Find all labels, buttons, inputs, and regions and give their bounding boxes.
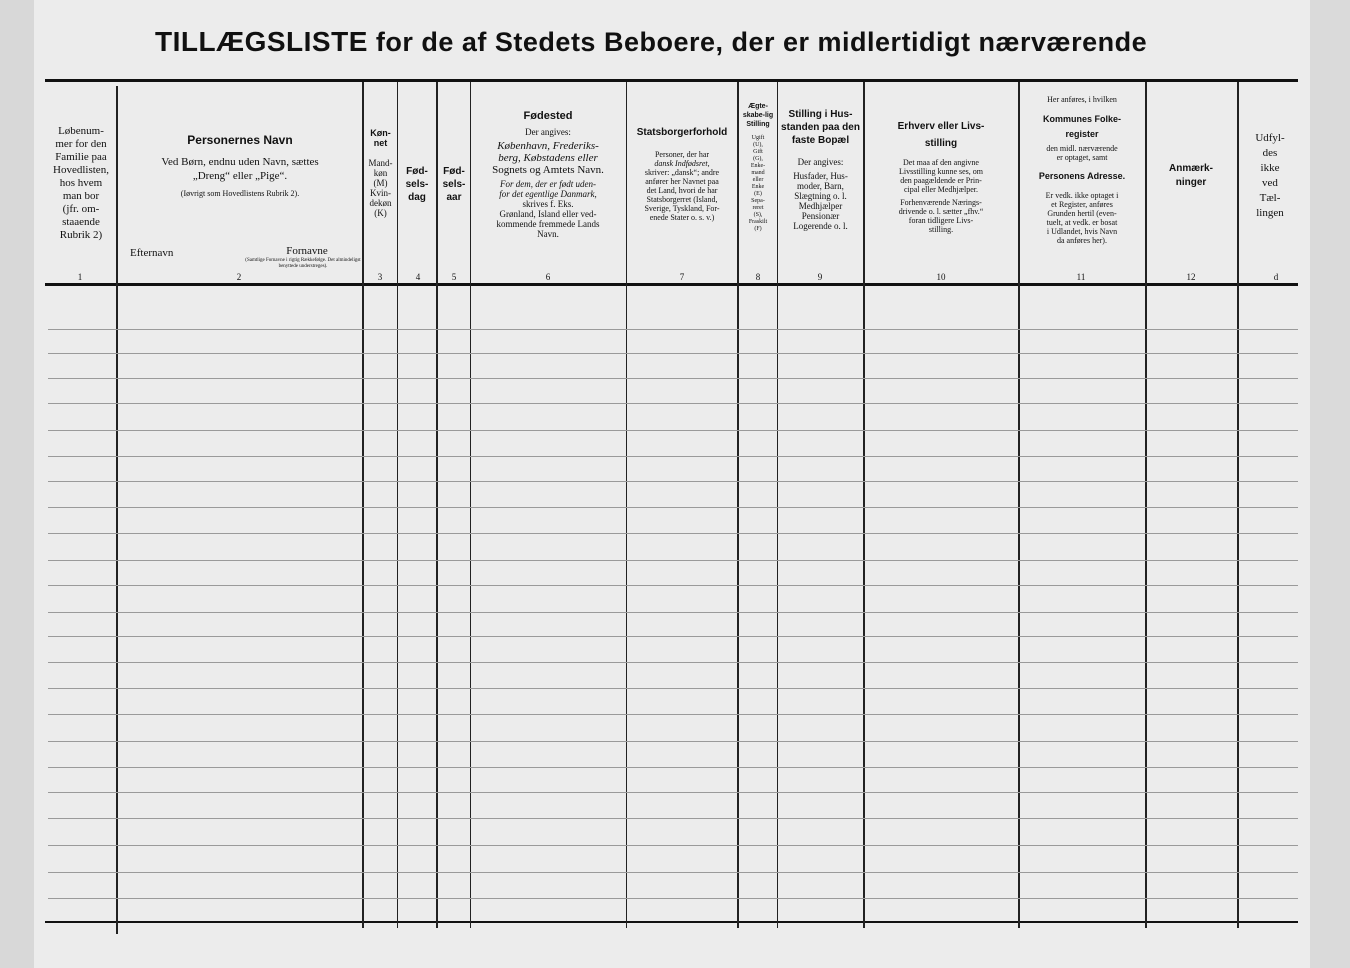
- col8-body: reret: [752, 205, 764, 211]
- row-rule: [48, 872, 1298, 873]
- header-bottom-line: [45, 283, 1298, 286]
- table-bottom-line: [45, 921, 1298, 923]
- col8-body: Ugift: [751, 135, 765, 141]
- col7-body: skriver: „dansk“; andre: [644, 168, 720, 177]
- col1-line: Rubrik 2): [59, 229, 103, 241]
- row-rule: [48, 430, 1298, 431]
- row-rule: [48, 353, 1298, 354]
- col10-body: Livsstilling kunne ses, om: [899, 167, 983, 176]
- col-number-d: d: [1273, 272, 1279, 282]
- col6-body: For dem, der er født uden-: [500, 179, 596, 189]
- col2-header: [122, 135, 358, 199]
- row-rule: [48, 585, 1298, 586]
- col-number-2: 2: [236, 272, 242, 282]
- col-divider-10: [1018, 82, 1020, 928]
- row-rule: [48, 481, 1298, 482]
- col11-top: Her anføres, i hvilken: [1047, 95, 1117, 104]
- cold-line: Udfyl-: [1255, 132, 1285, 144]
- col1-header: [47, 125, 115, 242]
- col9-body: Slægtning o. l.: [794, 191, 847, 201]
- cold-line: ikke: [1260, 162, 1280, 174]
- col6-heading: Fødested: [523, 110, 573, 122]
- col10-body: Det maa af den angivne: [903, 158, 979, 167]
- row-rule: [48, 688, 1298, 689]
- col-divider-9: [863, 82, 865, 928]
- col11-body: Grunden hertil (even-: [1047, 209, 1117, 218]
- col1-line: mer for den: [55, 138, 107, 150]
- col2-body: „Dreng“ eller „Pige“.: [192, 170, 288, 182]
- col-number-1: 1: [77, 272, 83, 282]
- col6-body: Navn.: [537, 229, 559, 239]
- col5-heading: Fød-sels-aar: [442, 166, 466, 203]
- row-rule: [48, 378, 1298, 379]
- col1-line: Familie paa: [55, 151, 107, 163]
- col6-body: Sognets og Amtets Navn.: [492, 164, 604, 176]
- col6-body: for det egentlige Danmark,: [499, 189, 597, 199]
- col8-body: Fraskilt: [748, 219, 768, 225]
- col-number-12: 12: [1186, 272, 1196, 282]
- col-number-9: 9: [817, 272, 823, 282]
- row-rule: [48, 636, 1298, 637]
- col7-body: enede Stater o. s. v.): [649, 213, 715, 222]
- col6-body: skrives f. Eks.: [522, 199, 574, 209]
- row-rule: [48, 403, 1298, 404]
- row-rule: [48, 741, 1298, 742]
- col10-body: stilling.: [928, 225, 954, 234]
- row-rule: [48, 507, 1298, 508]
- col7-body: anfører her Navnet paa: [645, 177, 719, 186]
- col-divider-11: [1145, 82, 1147, 928]
- col2-note: (Samtlige Fornavne i rigtig Rækkefølge. Det almindeligst benyttede understreges).: [245, 258, 361, 269]
- cold-line: des: [1262, 147, 1278, 159]
- right-margin: [1310, 0, 1350, 968]
- col3-body: Mand-: [368, 158, 393, 168]
- col7-body: dansk Indfødsret,: [654, 159, 710, 168]
- col9-body: Pensionær: [801, 211, 840, 221]
- col8-body: (S),: [753, 212, 763, 218]
- left-margin: [0, 0, 34, 968]
- col-divider-4: [436, 82, 438, 928]
- col2-fornavne: Fornavne: [286, 245, 328, 257]
- col-number-3: 3: [377, 272, 383, 282]
- col2-heading: Personernes Navn: [187, 133, 293, 147]
- col-number-7: 7: [679, 272, 685, 282]
- col8-body: Enke-: [750, 163, 766, 169]
- col-divider-6: [626, 82, 627, 928]
- col3-heading: Køn-net: [370, 128, 391, 148]
- col3-body: (K): [374, 208, 387, 218]
- col10-body: den paagældende er Prin-: [900, 176, 982, 185]
- col10-body: cipal eller Medhjælper.: [904, 185, 978, 194]
- row-rule: [48, 329, 1298, 330]
- col3-body: køn: [373, 168, 388, 178]
- col11-body: i Udlandet, hvis Navn: [1046, 227, 1118, 236]
- col8-body: (G),: [753, 156, 763, 162]
- col3-header: [364, 128, 397, 218]
- col7-body: det Land, hvori de har: [646, 186, 718, 195]
- col10-body: drivende o. l. sætter „fhv.“: [898, 207, 984, 216]
- col11-heading2: Personens Adresse.: [1038, 171, 1126, 181]
- row-rule: [48, 662, 1298, 663]
- col7-body: Sverige, Tyskland, For-: [644, 204, 720, 213]
- col-number-10: 10: [936, 272, 946, 282]
- col9-body: Logerende o. l.: [793, 221, 848, 231]
- col9-body: moder, Barn,: [797, 181, 844, 191]
- col6-body: berg, Købstadens eller: [498, 152, 598, 164]
- col10-header: [866, 118, 1016, 234]
- col3-body: dekøn: [369, 198, 392, 208]
- row-rule: [48, 612, 1298, 613]
- col7-header: [628, 128, 736, 222]
- col11-body: den midl. nærværende: [1046, 144, 1118, 153]
- col12-heading: Anmærk-ninger: [1169, 163, 1213, 188]
- col-divider-8: [777, 82, 778, 928]
- row-rule: [48, 533, 1298, 534]
- row-rule: [48, 792, 1298, 793]
- row-rule: [48, 714, 1298, 715]
- col-number-6: 6: [545, 272, 551, 282]
- col9-body: Husfader, Hus-: [793, 171, 848, 181]
- col6-body: Grønland, Island eller ved-: [499, 209, 597, 219]
- row-rule: [48, 818, 1298, 819]
- col-number-11: 11: [1076, 272, 1086, 282]
- col4-heading: Fød-sels-dag: [405, 166, 429, 203]
- col2-efternavn: Efternavn: [130, 247, 174, 259]
- col-number-4: 4: [415, 272, 421, 282]
- col9-heading: Stilling i Hus-standen paa den faste Bopæl: [781, 109, 860, 146]
- col8-heading: Ægte-skabe-lig Stilling: [742, 103, 774, 128]
- col1-line: staaende: [62, 216, 100, 228]
- col3-body: (M): [373, 178, 388, 188]
- col8-header: [739, 102, 777, 233]
- col11-body: tuelt, at vedk. er bosat: [1046, 218, 1118, 227]
- col7-heading: Statsborgerforhold: [636, 127, 728, 138]
- col10-body: foran tidligere Livs-: [908, 216, 974, 225]
- col8-body: mand: [751, 170, 765, 176]
- row-rule: [48, 845, 1298, 846]
- col1-line: Løbenum-: [58, 125, 104, 137]
- row-rule: [48, 898, 1298, 899]
- col10-body: Forhenværende Nærings-: [900, 198, 982, 207]
- col11-body: er optaget, samt: [1056, 153, 1108, 162]
- col8-body: (E): [754, 191, 762, 197]
- cold-line: Tæl-: [1259, 192, 1281, 204]
- col-number-8: 8: [755, 272, 761, 282]
- col7-body: Personer, der har: [654, 150, 710, 159]
- cold-header: [1240, 131, 1300, 221]
- col-divider-12: [1237, 82, 1239, 928]
- col9-body: Der angives:: [797, 157, 844, 167]
- col6-body: København, Frederiks-: [497, 140, 599, 152]
- col9-body: Medhjælper: [798, 201, 843, 211]
- col3-body: Kvin-: [370, 188, 391, 198]
- cold-line: lingen: [1256, 207, 1284, 219]
- row-rule: [48, 767, 1298, 768]
- col8-body: Sepa-: [751, 198, 765, 204]
- col2-body: Ved Børn, endnu uden Navn, sættes: [161, 156, 319, 168]
- col11-body: Er vedk. ikke optaget i: [1045, 191, 1119, 200]
- col10-heading: Erhverv eller Livs-stilling: [897, 121, 985, 149]
- col2-body: (Iøvrigt som Hovedlistens Rubrik 2).: [180, 189, 300, 198]
- col1-line: Hovedlisten,: [53, 164, 109, 176]
- col6-header: [472, 111, 624, 239]
- row-rule: [48, 456, 1298, 457]
- col11-body: da anføres her).: [1057, 236, 1107, 245]
- header-top-line: [45, 79, 1298, 82]
- col1-line: (jfr. om-: [62, 203, 100, 215]
- col11-body: et Register, anføres: [1051, 200, 1113, 209]
- col-divider-5: [470, 82, 471, 928]
- col8-body: Enke: [751, 184, 765, 190]
- col11-heading: Kommunes Folke-register: [1042, 114, 1121, 139]
- col9-header: [779, 108, 862, 231]
- col8-body: (U),: [753, 142, 763, 148]
- row-rule: [48, 560, 1298, 561]
- col1-line: man bor: [62, 190, 100, 202]
- title-rest: for de af Stedets Beboere, der er midlertidigt nærværende: [375, 27, 1148, 57]
- col8-body: eller: [752, 177, 764, 183]
- col11-header: [1021, 95, 1143, 245]
- col1-line: hos hvem: [59, 177, 103, 189]
- cold-line: ved: [1262, 177, 1278, 189]
- col7-body: Statsborgerret (Island,: [646, 195, 718, 204]
- col8-body: Gift: [753, 149, 763, 155]
- title-main: TILLÆGSLISTE: [155, 26, 368, 57]
- col6-body: kommende fremmede Lands: [496, 219, 600, 229]
- col8-body: (F): [754, 226, 762, 232]
- col-number-5: 5: [451, 272, 457, 282]
- col6-body: Der angives:: [525, 127, 571, 137]
- form-title: [155, 26, 1255, 58]
- col-divider-3: [397, 82, 398, 928]
- col-divider-1: [116, 86, 118, 934]
